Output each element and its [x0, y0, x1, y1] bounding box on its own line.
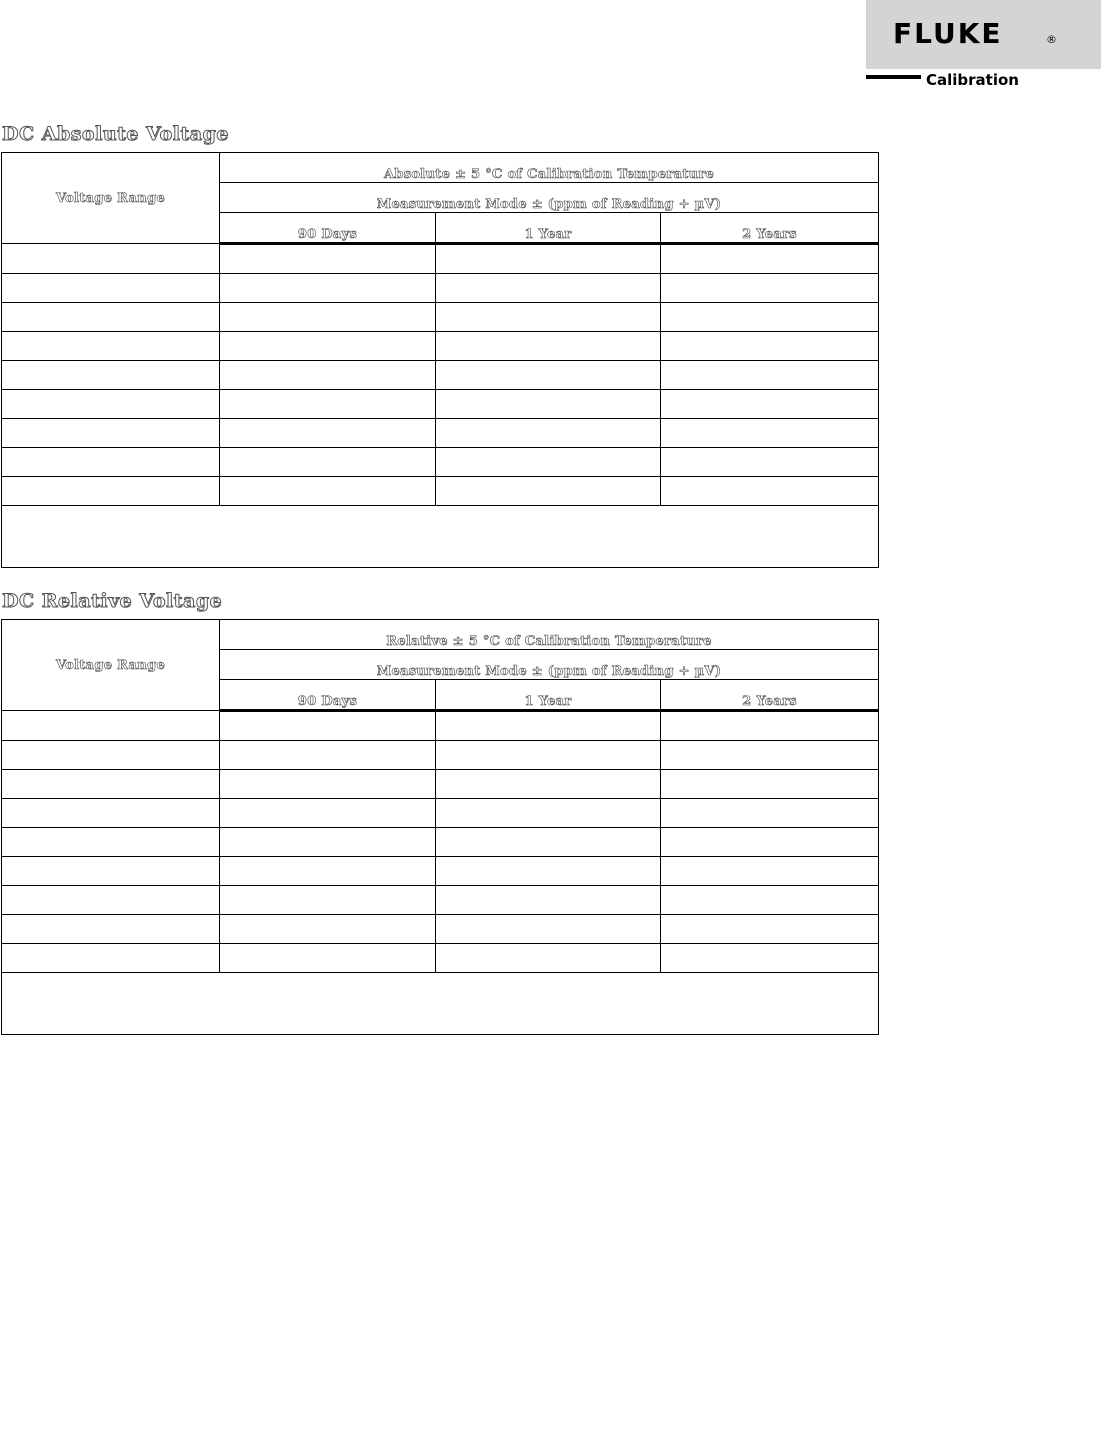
row-header-voltage-range: Voltage Range [2, 620, 220, 711]
column-header-2-years: 2 Years [661, 213, 879, 244]
table-row [2, 361, 879, 390]
table-row [2, 828, 879, 857]
registered-mark: ® [1046, 33, 1057, 46]
logo-subtitle: Calibration [926, 71, 1019, 89]
column-header-1-year: 1 Year [436, 213, 661, 244]
table-row [2, 857, 879, 886]
header-measurement-mode: Measurement Mode ± (ppm of Reading + µV) [220, 650, 879, 680]
header-temperature: Absolute ± 5 °C of Calibration Temperature [220, 153, 879, 183]
section-title-relative: DC Relative Voltage [2, 590, 223, 612]
table-row [2, 244, 879, 274]
table-row [2, 741, 879, 770]
table-row [2, 915, 879, 944]
table-row [2, 799, 879, 828]
column-header-1-year: 1 Year [436, 680, 661, 711]
absolute-voltage-table [1, 152, 879, 568]
column-header-90-days: 90 Days [220, 680, 436, 711]
table-row [2, 711, 879, 741]
table-row [2, 477, 879, 506]
header-measurement-mode: Measurement Mode ± (ppm of Reading + µV) [220, 183, 879, 213]
table-row [2, 886, 879, 915]
table-row [2, 274, 879, 303]
table-note-row [2, 506, 879, 568]
section-title-absolute: DC Absolute Voltage [2, 123, 229, 145]
table-row [2, 770, 879, 799]
table-row [2, 390, 879, 419]
column-header-90-days: 90 Days [220, 213, 436, 244]
row-header-voltage-range: Voltage Range [2, 153, 220, 244]
header-temperature: Relative ± 5 °C of Calibration Temperature [220, 620, 879, 650]
table-row [2, 448, 879, 477]
table-row [2, 944, 879, 973]
table-row [2, 332, 879, 361]
logo-underline [866, 75, 921, 79]
table-note-row [2, 973, 879, 1035]
column-header-2-years: 2 Years [661, 680, 879, 711]
table-row [2, 303, 879, 332]
table-row [2, 419, 879, 448]
fluke-logo: FLUKE [893, 17, 1003, 50]
relative-voltage-table [1, 619, 879, 1035]
